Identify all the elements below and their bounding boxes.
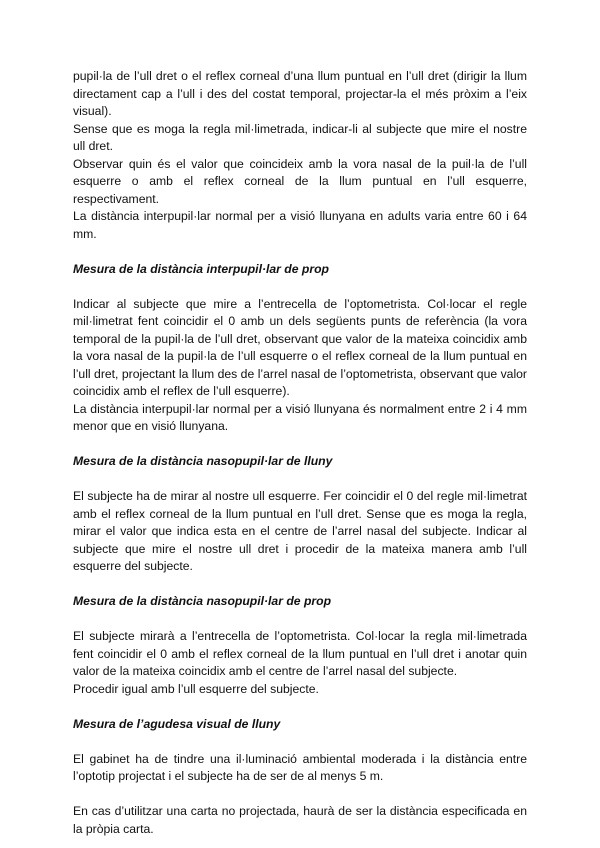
section-heading-far-nasopupillary: Mesura de la distància nasopupil·lar de lluny (73, 454, 333, 468)
near-nasopupillary-paragraph-2: Procedir igual amb l’ull esquerre del subjecte. (73, 681, 319, 696)
visual-acuity-paragraph-2: En cas d’utilitzar una carta no projectada, haurà de ser la distància especificada en la pròpia carta. (73, 804, 527, 836)
section-heading-near-nasopupillary: Mesura de la distància nasopupil·lar de prop (73, 594, 332, 608)
intro-paragraph-2: Sense que es moga la regla mil·limetrada, indicar-li al subjecte que mire el nostre ull dret. (73, 121, 527, 153)
visual-acuity-paragraph-1: El gabinet ha de tindre una il·luminació ambiental moderada i la distància entre l’optotip projectat i el subjecte ha de ser de al menys 5 m. (73, 751, 527, 783)
intro-paragraph-4: La distància interpupil·lar normal per a visió llunyana en adults varia entre 60 i 64 mm. (73, 209, 527, 241)
intro-paragraph-1: pupil·la de l’ull dret o el reflex corneal d’una llum puntual en l’ull dret (dirigir la llum directament cap a l’ull i des del costat temporal, projectar-la el més pròxim a l’eix visual). (73, 69, 527, 118)
near-nasopupillary-paragraph-1: El subjecte mirarà a l’entrecella de l’optometrista. Col·locar la regla mil·limetrada fent coincidir el 0 amb el reflex corneal de la llum puntual en l’ull dret i anotar quin valor de la mateixa coincidix amb el centre de l’arrel nasal del subjecte. (73, 629, 527, 678)
section-heading-near-interpupillary: Mesura de la distància interpupil·lar de prop (73, 261, 329, 276)
intro-paragraph-3: Observar quin és el valor que coincideix amb la vora nasal de la puil·la de l’ull esquerre o amb el reflex corneal de la llum puntual en l’ull esquerre, respectivament. (73, 156, 527, 206)
near-interpupillary-paragraph-2: La distància interpupil·lar normal per a visió llunyana és normalment entre 2 i 4 mm menor que en visió llunyana. (73, 401, 527, 433)
section-heading-visual-acuity: Mesura de l’agudesa visual de lluny (73, 716, 281, 731)
near-interpupillary-paragraph-1: Indicar al subjecte que mire a l’entrecella de l’optometrista. Col·locar el regle mil·limetrat fent coincidir el 0 amb un dels següents punts de referència (la vora temporal de la pupil·la de l’ull dret, observant que valor de la mateixa coincidix amb la vora nasal de la pupil·la de l’ull esquerre o el reflex corneal de la llum puntual en l’ull dret, projectant la llum des de l’arrel nasal de l’optometrista, observant que valor coincidix amb el reflex de l’ull esquerre). (73, 296, 527, 398)
far-nasopupillary-paragraph-1: El subjecte ha de mirar al nostre ull esquerre. Fer coincidir el 0 del regle mil·limetrat amb el reflex corneal de la llum puntual en l’ull dret. Sense que es moga la regla, mirar el valor que indica esta en el centre de l’arrel nasal del subjecte. Indicar al subjecte que mire el nostre ull dret i procedir de la mateixa manera amb l’ull esquerre del subjecte. (73, 489, 527, 573)
